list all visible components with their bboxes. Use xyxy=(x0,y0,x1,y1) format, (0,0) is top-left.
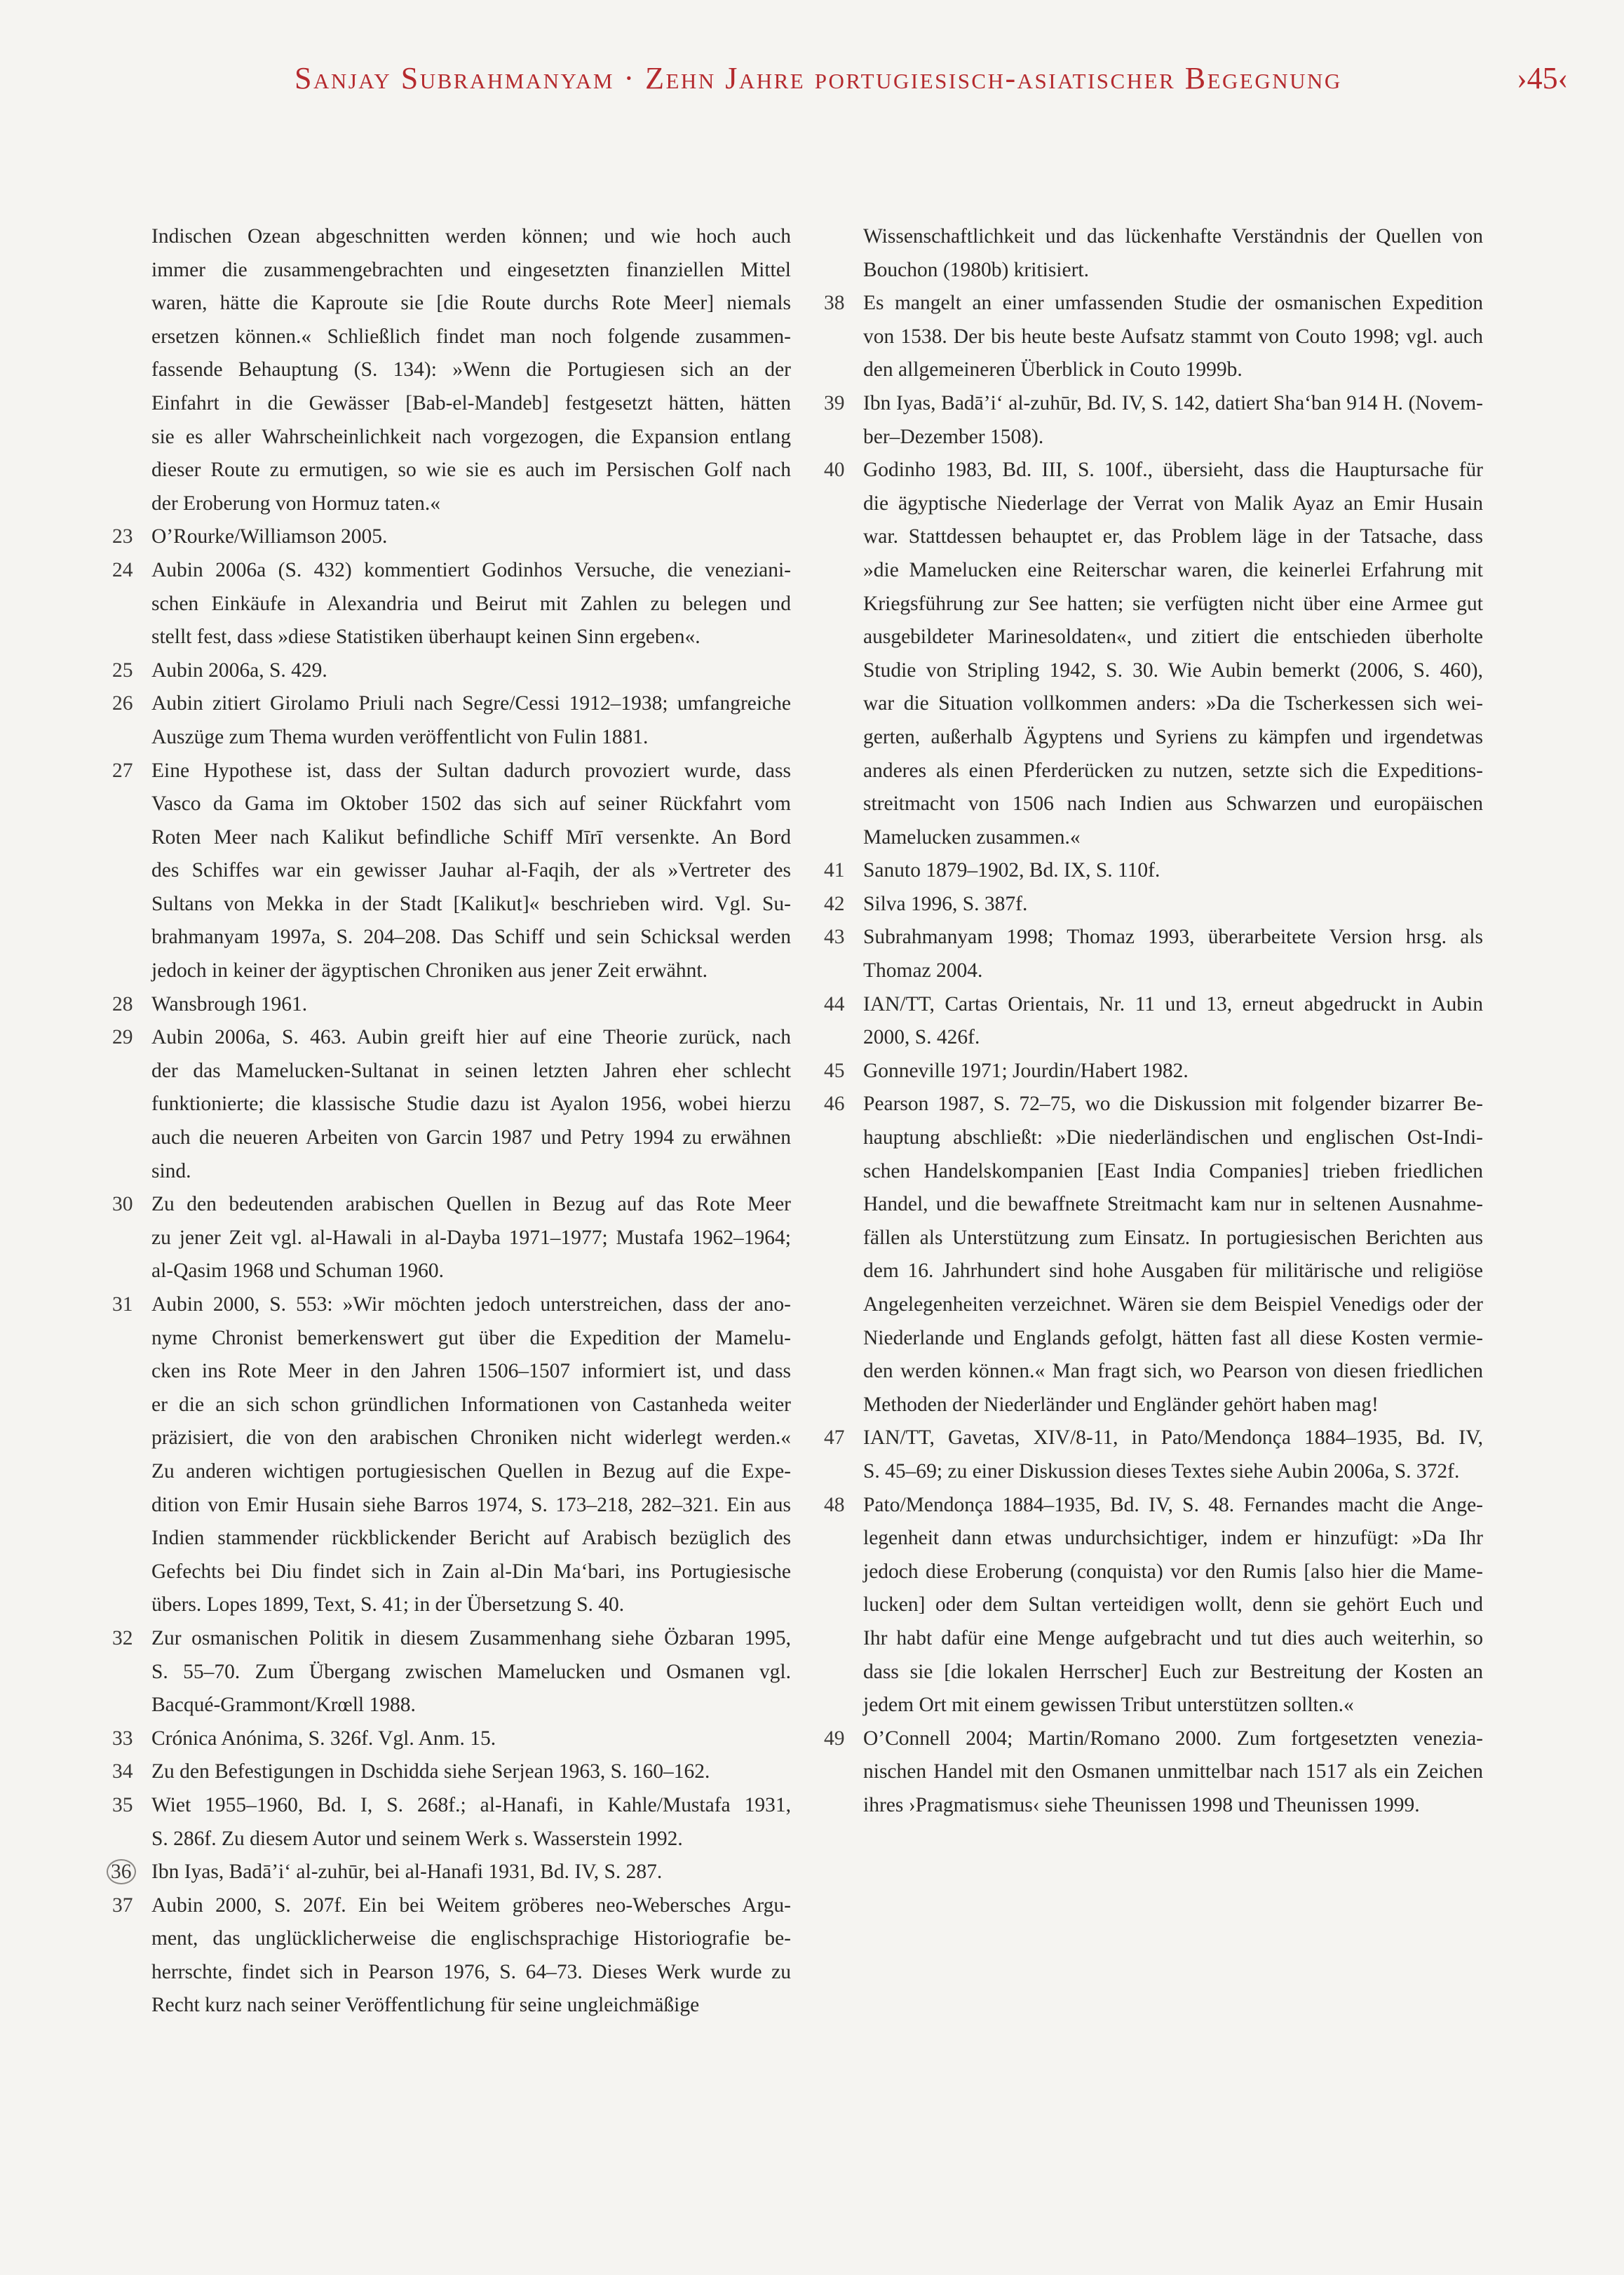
footnote-number-label: 33 xyxy=(112,1727,133,1750)
footnote-number-label: 25 xyxy=(112,659,133,682)
text-line: Recht kurz nach seiner Veröffentlichung für seine ungleichmäßige xyxy=(151,1994,700,2017)
text-line: lucken] oder dem Sultan verteidigen wollt, denn sie gehört Euch und xyxy=(863,1593,1483,1616)
text-line: übers. Lopes 1899, Text, S. 41; in der Übersetzung S. 40. xyxy=(151,1593,625,1616)
text-line: jedoch diese Eroberung (conquista) vor den Rumis [also hier die Mame- xyxy=(863,1560,1483,1583)
text-line: Zu anderen wichtigen portugiesischen Quellen in Bezug auf die Expe- xyxy=(151,1459,791,1483)
footnote-number-label: 23 xyxy=(112,525,133,548)
footnote-number xyxy=(824,888,863,922)
footnote-number-label: 26 xyxy=(112,692,133,715)
footnote-number xyxy=(112,554,151,654)
text-line: den werden können.« Man fragt sich, wo Pearson von diesen friedlichen xyxy=(863,1360,1483,1383)
text-line: jedoch in keiner der ägyptischen Chroniken aus jener Zeit erwähnt. xyxy=(151,959,708,983)
footnote-number-label: 39 xyxy=(824,391,845,414)
footnote-number xyxy=(112,1021,151,1188)
footnote-number-label: 36 xyxy=(107,1859,136,1884)
footnote-text xyxy=(151,654,791,688)
footnote-number-label: 34 xyxy=(112,1760,133,1783)
text-line: den allgemeineren Überblick in Couto 1999b. xyxy=(863,358,1243,382)
text-line: Crónica Anónima, S. 326f. Vgl. Anm. 15. xyxy=(151,1727,496,1750)
footnote-43 xyxy=(824,921,1483,987)
footnote-40 xyxy=(824,454,1483,854)
footnote-text xyxy=(863,921,1483,987)
footnote-number xyxy=(824,387,863,454)
text-line: Sultans von Mekka in der Stadt [Kalikut]« beschrieben wird. Vgl. Su- xyxy=(151,892,791,915)
text-line: brahmanyam 1997a, S. 204–208. Das Schiff und sein Schicksal werden xyxy=(151,926,791,949)
footnote-number xyxy=(112,520,151,554)
footnote-text xyxy=(863,1088,1483,1422)
continued-footnote-text xyxy=(112,220,791,520)
footnote-number xyxy=(112,1856,151,1889)
footnote-text xyxy=(151,988,791,1022)
text-line: Pato/Mendonça 1884–1935, Bd. IV, S. 48. Fernandes macht die Ange- xyxy=(863,1493,1483,1516)
footnote-number-label: 31 xyxy=(112,1293,133,1316)
footnote-number-label: 48 xyxy=(824,1493,845,1516)
text-line: Zu den bedeutenden arabischen Quellen in Bezug auf das Rote Meer xyxy=(151,1193,791,1216)
text-line: al-Qasim 1968 und Schuman 1960. xyxy=(151,1260,445,1283)
text-line: stellt fest, dass »diese Statistiken überhaupt keinen Sinn ergeben«. xyxy=(151,626,701,649)
footnote-33 xyxy=(112,1722,791,1756)
footnote-number xyxy=(112,1622,151,1722)
footnote-number xyxy=(112,1755,151,1789)
footnote-37 xyxy=(112,1889,791,2023)
footnote-41 xyxy=(824,854,1483,888)
text-line: ment, das unglücklicherweise die englischsprachige Historiografie be- xyxy=(151,1927,791,1950)
text-line: IAN/TT, Cartas Orientais, Nr. 11 und 13, erneut abgedruckt in Aubin xyxy=(863,992,1483,1015)
text-line: Ihr habt dafür eine Menge aufgebracht und tut dies auch weiterhin, so xyxy=(863,1626,1483,1649)
footnote-text xyxy=(151,1889,791,2023)
footnote-30 xyxy=(112,1188,791,1288)
text-line: S. 45–69; zu einer Diskussion dieses Textes siehe Aubin 2006a, S. 372f. xyxy=(863,1459,1460,1483)
footnote-26 xyxy=(112,687,791,754)
footnote-number xyxy=(112,1188,151,1288)
text-line: Aubin zitiert Girolamo Priuli nach Segre/Cessi 1912–1938; umfangreiche xyxy=(151,692,791,715)
text-line: S. 286f. Zu diesem Autor und seinem Werk s. Wasserstein 1992. xyxy=(151,1827,683,1850)
footnote-47 xyxy=(824,1422,1483,1488)
footnote-number xyxy=(112,654,151,688)
text-line: die ägyptische Niederlage der Verrat von Malik Ayaz an Emir Husain xyxy=(863,492,1483,515)
page-number: ›45‹ xyxy=(1517,61,1569,95)
text-line: Indien stammender rückblickender Bericht auf Arabisch bezüglich des xyxy=(151,1527,791,1550)
footnote-number xyxy=(824,921,863,987)
footnote-number-label: 43 xyxy=(824,926,845,949)
footnote-number-label: 40 xyxy=(824,459,845,482)
footnote-number-label: 27 xyxy=(112,759,133,782)
text-line: Pearson 1987, S. 72–75, wo die Diskussion mit folgender bizarrer Be- xyxy=(863,1093,1483,1116)
footnote-text xyxy=(863,1722,1483,1823)
footnote-text xyxy=(151,554,791,654)
footnote-number-label: 46 xyxy=(824,1093,845,1116)
text-line: O’Rourke/Williamson 2005. xyxy=(151,525,388,548)
footnote-28 xyxy=(112,988,791,1022)
footnote-number xyxy=(824,1055,863,1088)
text-line: sind. xyxy=(151,1159,191,1182)
footnote-text xyxy=(863,1055,1483,1088)
footnote-number-label: 30 xyxy=(112,1193,133,1216)
footnote-number-label: 24 xyxy=(112,558,133,581)
running-header xyxy=(0,60,1624,102)
footnote-number-label: 28 xyxy=(112,992,133,1015)
text-line: Vasco da Gama im Oktober 1502 das sich auf seiner Rückfahrt vom xyxy=(151,792,791,816)
text-line: Aubin 2000, S. 553: »Wir möchten jedoch unterstreichen, dass der ano- xyxy=(151,1293,791,1316)
footnote-number xyxy=(824,1088,863,1422)
footnote-number-label: 35 xyxy=(112,1793,133,1816)
footnote-38 xyxy=(824,287,1483,387)
text-line: Indischen Ozean abgeschnitten werden können; und wie hoch auch xyxy=(151,225,791,248)
text-line: 2000, S. 426f. xyxy=(863,1026,980,1049)
text-line: fassende Behauptung (S. 134): »Wenn die Portugiesen sich an der xyxy=(151,358,791,382)
text-line: waren, hätte die Kaproute sie [die Route durchs Rote Meer] niemals xyxy=(151,292,791,315)
text-line: schen Handelskompanien [East India Companies] trieben friedlichen xyxy=(863,1159,1483,1182)
footnote-39 xyxy=(824,387,1483,454)
text-line: »die Mamelucken eine Reiterschar waren, die keinerlei Erfahrung mit xyxy=(863,558,1483,581)
text-line: Subrahmanyam 1998; Thomaz 1993, überarbeitete Version hrsg. als xyxy=(863,926,1483,949)
text-line: funktionierte; die klassische Studie dazu ist Ayalon 1956, wobei hierzu xyxy=(151,1093,791,1116)
footnote-number xyxy=(824,854,863,888)
footnote-49 xyxy=(824,1722,1483,1823)
footnote-23 xyxy=(112,520,791,554)
footnote-text xyxy=(151,1789,791,1856)
text-line: Aubin 2000, S. 207f. Ein bei Weitem gröberes neo-Webersches Argu- xyxy=(151,1893,791,1917)
text-line: fällen als Unterstützung zum Einsatz. In portugiesischen Berichten aus xyxy=(863,1226,1483,1249)
running-header-title: Sanjay Subrahmanyam · Zehn Jahre portugiesisch-asiatischer Begegnung xyxy=(295,61,1342,95)
footnote-number xyxy=(112,755,151,988)
text-line: ihres ›Pragmatismus‹ siehe Theunissen 1998 und Theunissen 1999. xyxy=(863,1793,1420,1816)
footnote-text xyxy=(863,1489,1483,1722)
text-line: legenheit dann etwas undurchsichtiger, indem er hinzufügt: »Da Ihr xyxy=(863,1527,1483,1550)
text-line: Sanuto 1879–1902, Bd. IX, S. 110f. xyxy=(863,859,1161,882)
footnote-text xyxy=(151,1188,791,1288)
footnote-text xyxy=(151,1021,791,1188)
text-line: Godinho 1983, Bd. III, S. 100f., übersieht, dass die Hauptursache für xyxy=(863,459,1483,482)
footnote-number-label: 44 xyxy=(824,992,845,1015)
text-line: Auszüge zum Thema wurden veröffentlicht von Fulin 1881. xyxy=(151,725,649,748)
text-line: gerten, außerhalb Ägyptens und Syriens zu kämpfen und irgendetwas xyxy=(863,725,1483,748)
text-line: Ibn Iyas, Badā’i‘ al-zuhūr, Bd. IV, S. 142, datiert Sha‘ban 914 H. (Novem- xyxy=(863,391,1483,414)
text-line: S. 55–70. Zum Übergang zwischen Mamelucken und Osmanen vgl. xyxy=(151,1660,791,1683)
footnote-text xyxy=(151,1856,791,1889)
text-line: zu jener Zeit vgl. al-Hawali in al-Dayba 1971–1977; Mustafa 1962–1964; xyxy=(151,1226,791,1249)
footnote-number xyxy=(824,454,863,854)
text-line: sie es aller Wahrscheinlichkeit nach vorgezogen, die Expansion entlang xyxy=(151,425,791,448)
text-line: Silva 1996, S. 387f. xyxy=(863,892,1028,915)
text-line: Angelegenheiten verzeichnet. Wären sie dem Beispiel Venedigs oder der xyxy=(863,1293,1483,1316)
footnote-number xyxy=(112,1288,151,1622)
footnote-24 xyxy=(112,554,791,654)
footnote-number xyxy=(112,988,151,1022)
footnote-number-label: 38 xyxy=(824,292,845,315)
text-line: Methoden der Niederländer und Engländer gehört haben mag! xyxy=(863,1393,1379,1416)
text-line: jedem Ort mit einem gewissen Tribut unterstützen sollten.« xyxy=(863,1694,1354,1717)
text-line: er die an sich schon gründlichen Informationen von Castanheda weiter xyxy=(151,1393,791,1416)
footnote-45 xyxy=(824,1055,1483,1088)
text-line: Aubin 2006a, S. 463. Aubin greift hier auf eine Theorie zurück, nach xyxy=(151,1026,791,1049)
text-line: immer die zusammengebrachten und eingesetzten finanziellen Mittel xyxy=(151,258,791,281)
footnote-25 xyxy=(112,654,791,688)
footnote-text xyxy=(151,1755,791,1789)
footnote-number xyxy=(112,1889,151,2023)
footnote-text xyxy=(863,454,1483,854)
footnote-number xyxy=(112,1789,151,1856)
text-line: nyme Chronist bemerkenswert gut über die Expedition der Mamelu- xyxy=(151,1326,791,1349)
text-line: Niederlande und Englands gefolgt, hätten fast all diese Kosten vermie- xyxy=(863,1326,1483,1349)
footnote-number xyxy=(824,1422,863,1488)
text-line: Zu den Befestigungen in Dschidda siehe Serjean 1963, S. 160–162. xyxy=(151,1760,710,1783)
footnote-42 xyxy=(824,888,1483,922)
footnote-text xyxy=(151,1622,791,1722)
text-line: Aubin 2006a (S. 432) kommentiert Godinhos Versuche, die veneziani- xyxy=(151,558,791,581)
footnote-text xyxy=(863,287,1483,387)
footnote-text xyxy=(863,988,1483,1055)
text-line: Ibn Iyas, Badā’i‘ al-zuhūr, bei al-Hanafi 1931, Bd. IV, S. 287. xyxy=(151,1861,663,1884)
footnote-number-label: 29 xyxy=(112,1026,133,1049)
text-line: ber–Dezember 1508). xyxy=(863,425,1044,448)
text-line: Bouchon (1980b) kritisiert. xyxy=(863,258,1089,281)
text-line: schen Einkäufe in Alexandria und Beirut mit Zahlen zu belegen und xyxy=(151,592,791,615)
text-line: Wansbrough 1961. xyxy=(151,992,308,1015)
text-line: des Schiffes war ein gewisser Jauhar al-Faqih, der als »Vertreter des xyxy=(151,859,791,882)
footnote-number-label: 32 xyxy=(112,1626,133,1649)
footnote-34 xyxy=(112,1755,791,1789)
text-line: anderes als einen Pferderücken zu nutzen, setzte sich die Expeditions- xyxy=(863,759,1483,782)
footnote-31 xyxy=(112,1288,791,1622)
text-line: streitmacht von 1506 nach Indien aus Schwarzen und europäischen xyxy=(863,792,1483,816)
text-line: Kriegsführung zur See hatten; sie verfügten nicht über eine Armee gut xyxy=(863,592,1483,615)
footnote-text xyxy=(151,687,791,754)
footnote-number xyxy=(824,1722,863,1823)
text-line: auch die neueren Arbeiten von Garcin 1987 und Petry 1994 zu erwähnen xyxy=(151,1126,791,1149)
footnote-number xyxy=(824,988,863,1055)
footnote-text xyxy=(151,1722,791,1756)
continued-footnote-text xyxy=(824,220,1483,287)
text-line: Wissenschaftlichkeit und das lückenhafte Verständnis der Quellen von xyxy=(863,225,1483,248)
footnote-number xyxy=(112,687,151,754)
text-line: ersetzen können.« Schließlich findet man noch folgende zusammen- xyxy=(151,325,791,348)
footnote-44 xyxy=(824,988,1483,1055)
footnote-32 xyxy=(112,1622,791,1722)
text-line: war. Stattdessen behauptet er, das Problem läge in der Tatsache, dass xyxy=(863,525,1483,548)
text-line: Einfahrt in die Gewässer [Bab-el-Mandeb] festgesetzt hätten, hätten xyxy=(151,391,791,414)
text-line: dieser Route zu ermutigen, so wie sie es auch im Persischen Golf nach xyxy=(151,459,791,482)
footnote-27 xyxy=(112,755,791,988)
text-line: dem 16. Jahrhundert sind hohe Ausgaben für militärische und religiöse xyxy=(863,1260,1483,1283)
footnote-text xyxy=(863,387,1483,454)
right-column xyxy=(824,220,1483,1823)
text-line: Eine Hypothese ist, dass der Sultan dadurch provoziert wurde, dass xyxy=(151,759,791,782)
footnote-number xyxy=(112,1722,151,1756)
footnote-number-label: 41 xyxy=(824,859,845,882)
text-line: war die Situation vollkommen anders: »Da die Tscherkessen sich wei- xyxy=(863,692,1483,715)
text-line: ausgebildeter Marinesoldaten«, und zitiert die entschieden überholte xyxy=(863,626,1483,649)
text-line: Mamelucken zusammen.« xyxy=(863,825,1081,849)
footnote-text xyxy=(151,755,791,988)
text-line: Aubin 2006a, S. 429. xyxy=(151,659,327,682)
text-line: herrschte, findet sich in Pearson 1976, S. 64–73. Dieses Werk wurde zu xyxy=(151,1960,791,1983)
footnote-text xyxy=(863,1422,1483,1488)
text-line: IAN/TT, Gavetas, XIV/8-11, in Pato/Mendonça 1884–1935, Bd. IV, xyxy=(863,1426,1483,1450)
footnote-number-label: 45 xyxy=(824,1059,845,1082)
text-line: präzisiert, die von den arabischen Chroniken nicht widerlegt werden.« xyxy=(151,1426,791,1450)
text-line: Gonneville 1971; Jourdin/Habert 1982. xyxy=(863,1059,1189,1082)
text-line: der Eroberung von Hormuz taten.« xyxy=(151,492,441,515)
text-line: O’Connell 2004; Martin/Romano 2000. Zum fortgesetzten venezia- xyxy=(863,1727,1483,1750)
footnote-number-label: 47 xyxy=(824,1426,845,1450)
left-column xyxy=(112,220,791,2023)
text-line: von 1538. Der bis heute beste Aufsatz stammt von Couto 1998; vgl. auch xyxy=(863,325,1483,348)
footnote-number xyxy=(824,287,863,387)
text-line: Studie von Stripling 1942, S. 30. Wie Aubin bemerkt (2006, S. 460), xyxy=(863,659,1483,682)
footnote-36 xyxy=(112,1856,791,1889)
footnote-text xyxy=(863,888,1483,922)
text-line: Wiet 1955–1960, Bd. I, S. 268f.; al-Hanafi, in Kahle/Mustafa 1931, xyxy=(151,1793,791,1816)
text-line: Thomaz 2004. xyxy=(863,959,983,983)
footnote-text xyxy=(151,1288,791,1622)
footnote-29 xyxy=(112,1021,791,1188)
text-line: nischen Handel mit den Osmanen unmittelbar nach 1517 als ein Zeichen xyxy=(863,1760,1483,1783)
footnote-text xyxy=(151,520,791,554)
text-line: Bacqué-Grammont/Krœll 1988. xyxy=(151,1694,416,1717)
footnote-number xyxy=(824,1489,863,1722)
text-line: Zur osmanischen Politik in diesem Zusammenhang siehe Özbaran 1995, xyxy=(151,1626,791,1649)
footnote-number-label: 42 xyxy=(824,892,845,915)
text-line: Roten Meer nach Kalikut befindliche Schiff Mīrī versenkte. An Bord xyxy=(151,825,791,849)
footnote-text xyxy=(863,854,1483,888)
footnote-35 xyxy=(112,1789,791,1856)
text-line: dass sie [die lokalen Herrscher] Euch zur Bestreitung der Kosten an xyxy=(863,1660,1483,1683)
footnote-48 xyxy=(824,1489,1483,1722)
text-line: cken ins Rote Meer in den Jahren 1506–1507 informiert ist, und dass xyxy=(151,1360,791,1383)
text-line: Es mangelt an einer umfassenden Studie der osmanischen Expedition xyxy=(863,292,1483,315)
text-line: hauptung abschließt: »Die niederländischen und englischen Ost-Indi- xyxy=(863,1126,1483,1149)
text-line: Handel, und die bewaffnete Streitmacht kam nur in seltenen Ausnahme- xyxy=(863,1193,1483,1216)
text-line: Gefechts bei Diu findet sich in Zain al-Din Ma‘bari, ins Portugiesische xyxy=(151,1560,791,1583)
footnote-46 xyxy=(824,1088,1483,1422)
text-line: der das Mamelucken-Sultanat in seinen letzten Jahren eher schlecht xyxy=(151,1059,791,1082)
text-line: dition von Emir Husain siehe Barros 1974, S. 173–218, 282–321. Ein aus xyxy=(151,1493,791,1516)
footnote-number-label: 49 xyxy=(824,1727,845,1750)
footnote-number-label: 37 xyxy=(112,1893,133,1917)
